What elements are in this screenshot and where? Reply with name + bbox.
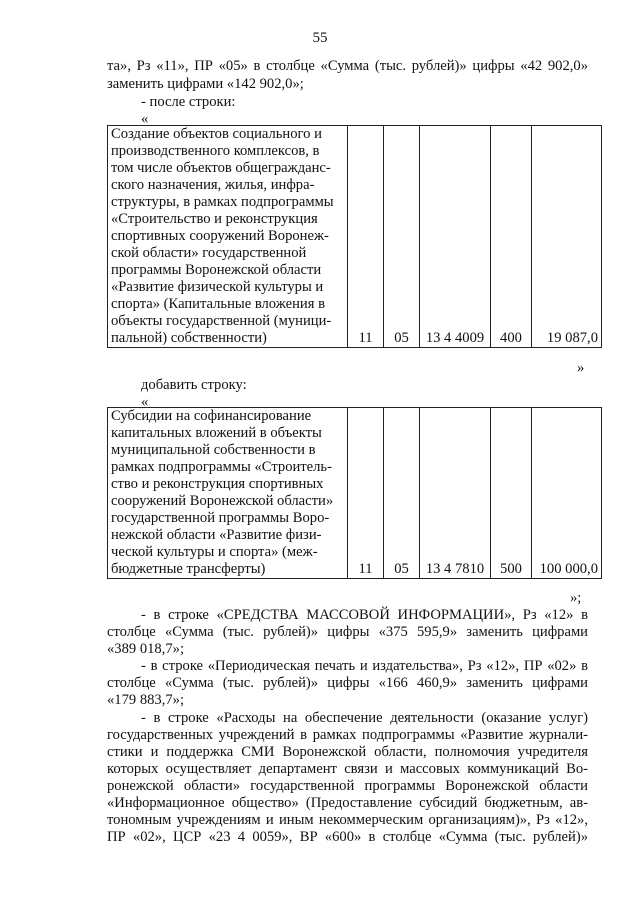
description-line: том числе объектов общегражданс- [111,160,331,176]
description-line: «Строительство и реконструкция [111,211,318,227]
description-line: ского назначения, жилья, инфра- [111,177,315,193]
description-line: ство и реконструкция спортивных [111,476,324,492]
description-line: капитальных вложений в объекты [111,425,322,441]
description-line: нежской области «Развитие физи- [111,527,322,543]
description-line: рамках подпрограммы «Строитель- [111,459,332,475]
description-line: структуры, в рамках подпрограммы [111,194,334,210]
description-line: ческой культуры и спорта» (меж- [111,544,318,560]
description-line: программы Воронежской области [111,262,322,278]
pr-cell: 05 [384,408,420,579]
paragraph-line: столбце «Сумма (тыс. рублей)» цифры «166 460,9» заменить цифрами [107,675,588,691]
sum-cell: 19 087,0 [532,126,602,348]
row-description [108,408,348,579]
description-line: сооружений Воронежской области» [111,493,334,509]
page-number: 55 [312,30,328,46]
paragraph-line: государственных учреждений в рамках подпрограммы «Развитие журнали- [107,727,588,743]
description-line: государственной программы Воро- [111,510,330,526]
after-row-label: - после строки: [141,94,236,110]
paragraph-line: тономным учреждениям и иным некоммерческим организациям)», Рз «12», [107,812,588,828]
paragraph-line: «179 883,7»; [107,692,185,708]
description-line: производственного комплексов, в [111,143,320,159]
sum-cell: 100 000,0 [532,408,602,579]
rz-cell: 11 [348,126,384,348]
paragraph-line: стики и поддержка СМИ Воронежской области, полномочия учредителя [107,744,588,760]
intro-line-1: та», Рз «11», ПР «05» в столбце «Сумма (тыс. рублей)» цифры «42 902,0» [107,58,588,74]
description-line: ской области» государственной [111,245,307,261]
description-line: пальной) собственности) [111,330,267,346]
table-row [108,408,602,579]
paragraph-line: - в строке «Периодическая печать и издательства», Рз «12», ПР «02» в [141,658,588,674]
description-line: спорта» (Капитальные вложения в [111,296,325,312]
quote-open-1: « [141,111,149,127]
csr-cell: 13 4 7810 [420,408,491,579]
add-row-label: добавить строку: [141,377,247,393]
vr-cell: 400 [491,126,532,348]
quote-close-2: »; [570,590,582,606]
rz-cell: 11 [348,408,384,579]
pr-cell: 05 [384,126,420,348]
table-row [108,126,602,348]
description-line: объекты государственной (муници- [111,313,332,329]
description-line: Субсидии на софинансирование [111,408,312,424]
csr-cell: 13 4 4009 [420,126,491,348]
budget-table-2 [107,407,602,579]
quote-close-1: » [577,360,585,376]
paragraph-line: столбце «Сумма (тыс. рублей)» цифры «375 595,9» заменить цифрами [107,624,588,640]
paragraph-line: «Информационное общество» (Предоставление субсидий бюджетным, ав- [107,795,588,811]
quote-open-2: « [141,394,149,410]
paragraph-line: ПР «02», ЦСР «23 4 0059», ВР «600» в столбце «Сумма (тыс. рублей)» [107,829,588,845]
paragraph-line: которых осуществляет департамент связи и массовых коммуникаций Во- [107,761,588,777]
description-line: бюджетные трансферты) [111,561,266,577]
description-line: спортивных сооружений Воронеж- [111,228,329,244]
budget-table-1 [107,125,602,348]
row-description [108,126,348,348]
paragraph-line: ронежской области» государственной программы Воронежской области [107,778,588,794]
paragraph-line: - в строке «СРЕДСТВА МАССОВОЙ ИНФОРМАЦИИ», Рз «12» в [141,607,588,623]
description-line: Создание объектов социального и [111,126,322,142]
paragraph-line: - в строке «Расходы на обеспечение деятельности (оказание услуг) [141,710,588,726]
description-line: муниципальной собственности в [111,442,316,458]
description-line: «Развитие физической культуры и [111,279,324,295]
vr-cell: 500 [491,408,532,579]
paragraph-line: «389 018,7»; [107,641,185,657]
intro-line-2: заменить цифрами «142 902,0»; [107,76,304,92]
